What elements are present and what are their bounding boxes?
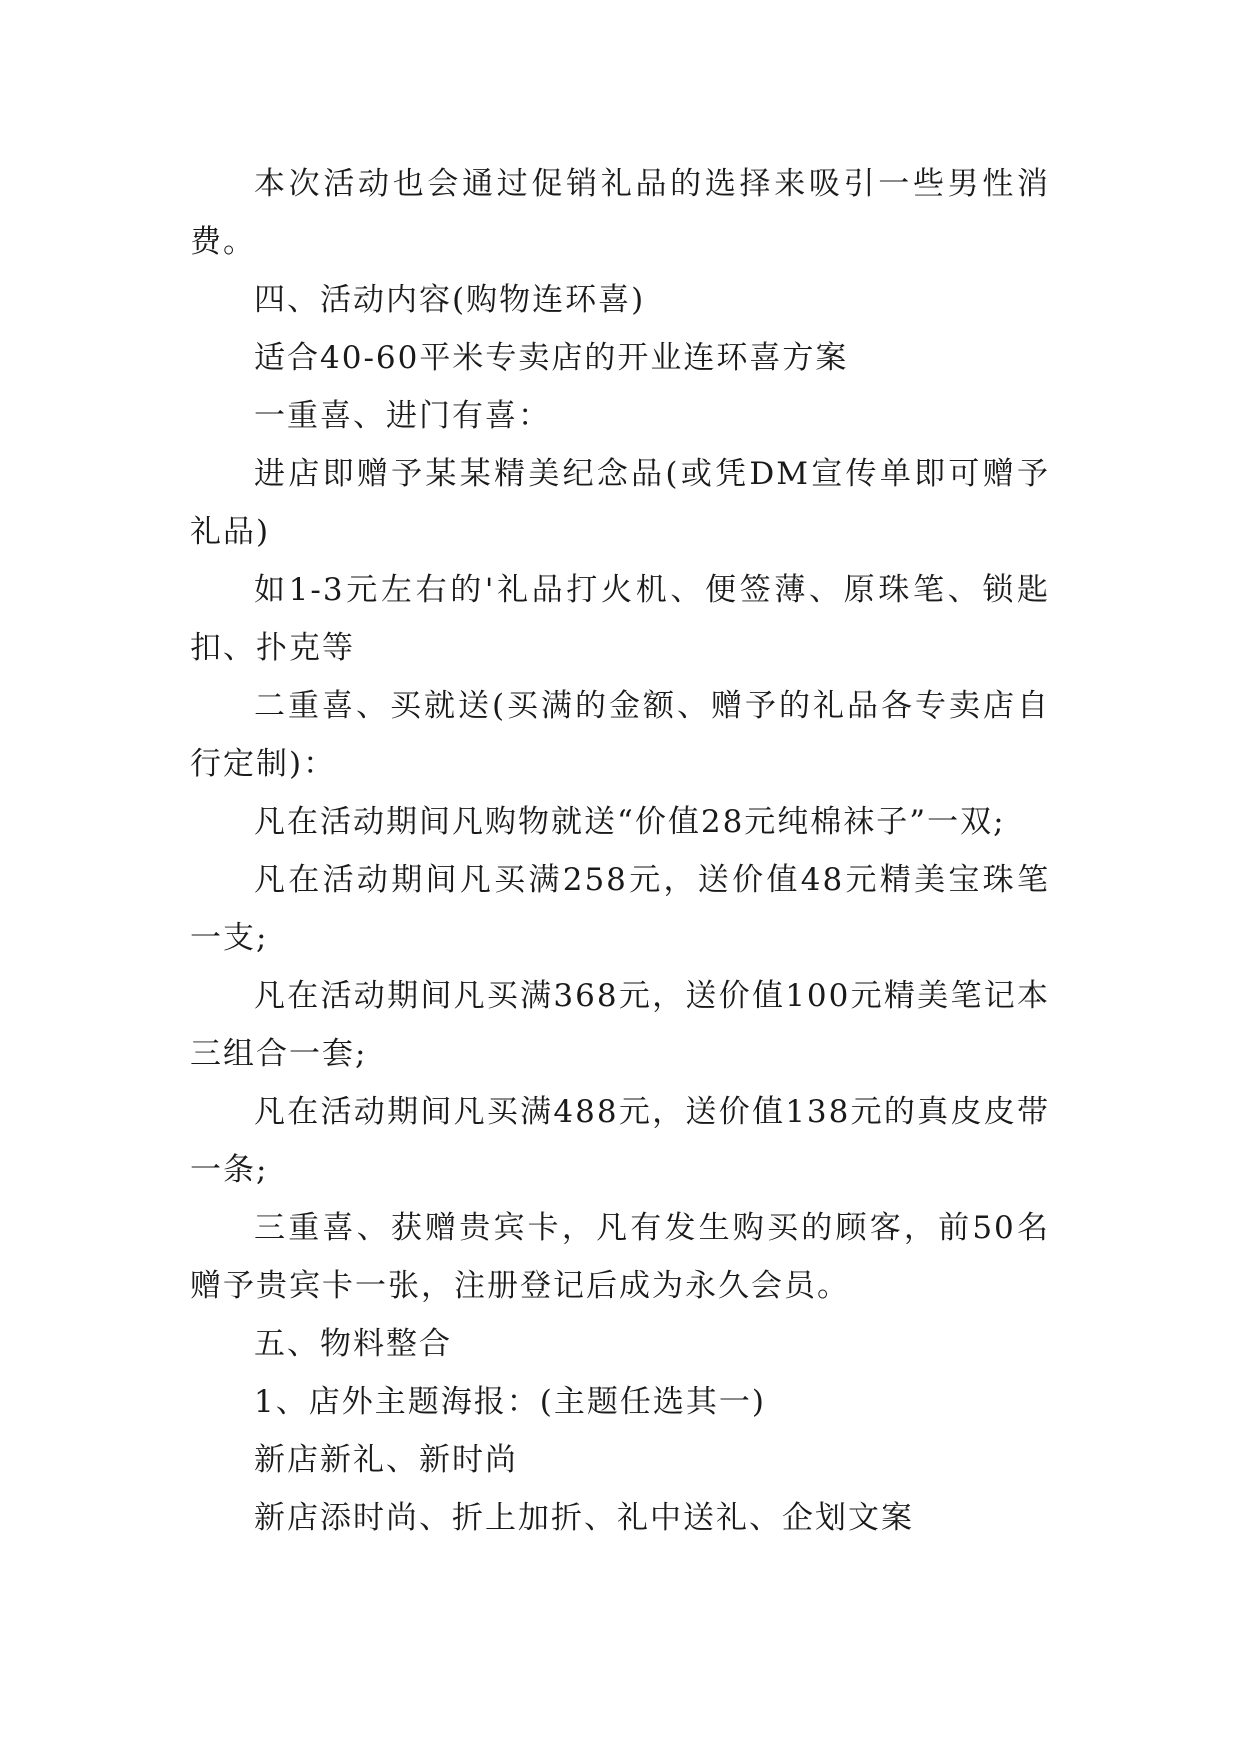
paragraph: 新店添时尚、折上加折、礼中送礼、企划文案 [254,1500,914,1536]
paragraph: 凡在活动期间凡买满488元，送价值138元的真皮皮带一条; [190,1094,1050,1188]
paragraph: 本次活动也会通过促销礼品的选择来吸引一些男性消费。 [190,166,1050,260]
paragraph: 新店新礼、新时尚 [254,1442,518,1478]
section-heading: 五、物料整合 [254,1326,452,1362]
paragraph: 进店即赠予某某精美纪念品(或凭DM宣传单即可赠予礼品) [190,456,1050,550]
paragraph: 三重喜、获赠贵宾卡，凡有发生购买的顾客，前50名赠予贵宾卡一张，注册登记后成为永久会员。 [190,1210,1050,1304]
paragraph: 凡在活动期间凡购物就送“价值28元纯棉袜子”一双; [254,804,1006,840]
paragraph: 凡在活动期间凡买满258元，送价值48元精美宝珠笔一支; [190,862,1050,956]
paragraph: 1、店外主题海报：(主题任选其一) [254,1384,766,1420]
subheading: 二重喜、买就送(买满的金额、赠予的礼品各专卖店自行定制)： [190,688,1050,782]
subheading: 一重喜、进门有喜： [254,398,551,434]
paragraph: 如1-3元左右的'礼品打火机、便签薄、原珠笔、锁匙扣、扑克等 [190,572,1050,666]
paragraph: 凡在活动期间凡买满368元，送价值100元精美笔记本三组合一套; [190,978,1050,1072]
paragraph: 适合40-60平米专卖店的开业连环喜方案 [254,340,849,376]
document-body [190,155,1050,1547]
section-heading: 四、活动内容(购物连环喜) [254,282,646,318]
